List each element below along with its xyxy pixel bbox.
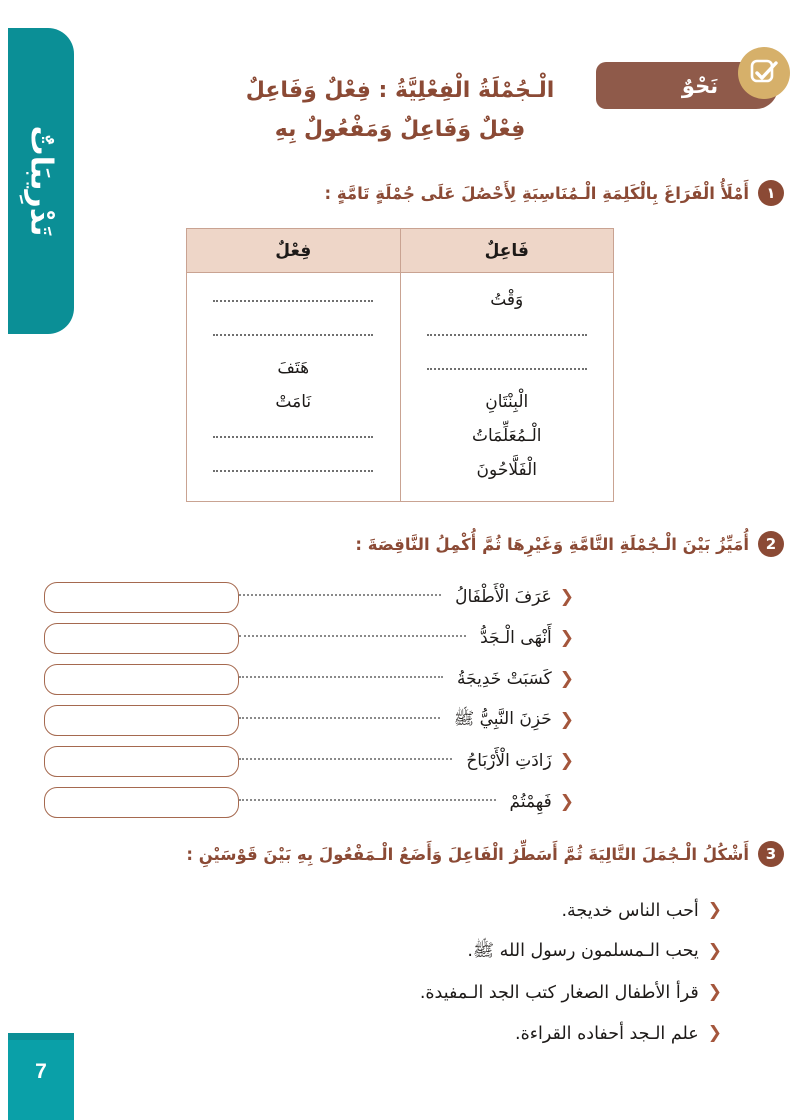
exercise-2-prompt	[239, 587, 784, 607]
exercise-2-row	[16, 742, 784, 780]
exercise-3-sentence-2: يحب الـمسلمون رسول الله ﷺ.	[467, 940, 699, 961]
exercise-2-row	[16, 783, 784, 821]
exercise-2-row	[16, 578, 784, 616]
exercise-2-prompt	[239, 751, 784, 771]
blank-dotted-line[interactable]	[213, 435, 373, 438]
exercise-1-number: ١	[758, 180, 784, 206]
verb-cell-4[interactable]: نَامَتْ	[275, 392, 312, 412]
exercise-2-answer-box-2[interactable]	[44, 623, 239, 654]
exercise-2-list	[16, 578, 784, 824]
exercise-3-number: 3	[758, 841, 784, 867]
sidebar-tab-exercises	[8, 28, 74, 334]
column-header-subject: فَاعِلٌ	[400, 229, 614, 273]
table-body-row	[187, 273, 614, 502]
blank-dotted-line[interactable]	[427, 367, 587, 370]
sidebar-label: تَدْرِيبَاتٌ	[23, 125, 59, 237]
exercise-2-answer-box-6[interactable]	[44, 787, 239, 818]
blank-dotted-line[interactable]	[213, 333, 373, 336]
chevron-left-icon: ❮	[707, 941, 722, 961]
blank-dotted-line[interactable]	[213, 469, 373, 472]
exercise-2-sentence-3: كَسَبَتْ خَدِيجَةُ	[457, 669, 552, 689]
subject-badge-label: نَحْوٌ	[681, 73, 719, 98]
page-title	[190, 72, 610, 149]
subject-cell-5[interactable]: الْـمُعَلِّمَاتُ	[471, 426, 542, 446]
chevron-left-icon: ❮	[559, 791, 574, 812]
verb-cell-3[interactable]: هَتَفَ	[277, 358, 310, 378]
exercise-3-row[interactable]	[16, 931, 784, 972]
subject-cell-4[interactable]: الْبِنْتَانِ	[485, 392, 529, 412]
exercise-3-row[interactable]	[16, 1013, 784, 1054]
chevron-left-icon: ❮	[707, 982, 722, 1002]
exercise-2-prompt	[239, 669, 784, 689]
table-header-row	[187, 229, 614, 273]
exercise-2-sentence-2: أَنْهَى الْـجَدُّ	[480, 628, 552, 648]
exercise-2-prompt	[239, 628, 784, 648]
page-title-line-1: الْـجُمْلَةُ الْفِعْلِيَّةُ : فِعْلٌ وَفَاعِلٌ	[245, 78, 555, 103]
exercise-2-sentence-4: حَزِنَ النَّبِيُّ ﷺ	[453, 708, 552, 729]
exercise-2-blank-line-4[interactable]	[239, 716, 440, 719]
exercise-2-blank-line-3[interactable]	[239, 675, 443, 678]
chevron-left-icon: ❮	[559, 668, 574, 689]
chevron-left-icon: ❮	[559, 586, 574, 607]
exercise-3-sentence-4: علم الـجد أحفاده القراءة.	[515, 1023, 699, 1044]
exercise-2-row	[16, 619, 784, 657]
chevron-left-icon: ❮	[707, 1023, 722, 1043]
exercise-2-answer-box-5[interactable]	[44, 746, 239, 777]
check-square-icon	[738, 47, 790, 99]
chevron-left-icon: ❮	[559, 750, 574, 771]
exercise-1-heading	[325, 180, 784, 206]
footer-page-block	[8, 1033, 74, 1120]
exercise-1-instruction: أَمْلَأُ الْفَرَاغَ بِالْكَلِمَةِ الْـمُنَاسِبَةِ لِأَحْصُلَ عَلَى جُمْلَةٍ تَامَّةٍ :	[324, 183, 749, 203]
verb-subject-table	[186, 228, 614, 502]
chevron-left-icon: ❮	[559, 627, 574, 648]
subject-cell-3[interactable]	[419, 351, 596, 385]
chevron-left-icon: ❮	[707, 900, 722, 920]
exercise-2-sentence-1: عَرَفَ الْأَطْفَالُ	[455, 587, 552, 607]
exercise-2-number: 2	[758, 531, 784, 557]
exercise-2-answer-box-1[interactable]	[44, 582, 239, 613]
blank-dotted-line[interactable]	[213, 299, 373, 302]
exercise-2-blank-line-2[interactable]	[239, 634, 466, 637]
verb-cell-1[interactable]	[205, 283, 382, 317]
exercise-2-answer-box-4[interactable]	[44, 705, 239, 736]
subject-cell-1[interactable]: وَقْتُ	[490, 290, 524, 310]
exercise-3-sentence-3: قرأ الأطفال الصغار كتب الجد الـمفيدة.	[419, 982, 699, 1003]
verb-cell-2[interactable]	[205, 317, 382, 351]
exercise-2-prompt	[239, 792, 784, 812]
verb-column-cell	[187, 273, 401, 502]
exercise-2-answer-box-3[interactable]	[44, 664, 239, 695]
column-header-verb: فِعْلٌ	[187, 229, 401, 273]
exercise-2-instruction: أُمَيِّزُ بَيْنَ الْـجُمْلَةِ التَّامَّةِ وَغَيْرِهَا ثُمَّ أُكْمِلُ النَّاقِصَةَ :	[355, 534, 749, 554]
exercise-2-blank-line-6[interactable]	[239, 798, 496, 801]
exercise-2-sentence-6: فَهِمْتُمْ	[509, 792, 552, 812]
exercise-2-row	[16, 701, 784, 739]
exercise-2-sentence-5: زَادَتِ الْأَرْبَاحُ	[466, 751, 552, 771]
page-number: 7	[35, 1060, 47, 1083]
exercise-3-list	[16, 890, 784, 1054]
subject-cell-2[interactable]	[419, 317, 596, 351]
exercise-3-row[interactable]	[16, 972, 784, 1013]
exercise-3-heading	[186, 841, 784, 867]
subject-cell-6[interactable]: الْفَلَّاحُونَ	[476, 460, 537, 480]
exercise-3-row[interactable]	[16, 890, 784, 931]
exercise-2-heading	[355, 531, 784, 557]
exercise-2-blank-line-1[interactable]	[239, 593, 441, 596]
exercise-2-blank-line-5[interactable]	[239, 757, 452, 760]
blank-dotted-line[interactable]	[427, 333, 587, 336]
exercise-2-row	[16, 660, 784, 698]
chevron-left-icon: ❮	[559, 709, 574, 730]
exercise-3-instruction: أَشْكُلُ الْـجُمَلَ التَّالِيَةَ ثُمَّ أَسَطِّرُ الْفَاعِلَ وَأَضَعُ الْـمَفْعُولَ بِهِ بَيْنَ قَوْسَيْنِ :	[186, 844, 749, 864]
verb-cell-6[interactable]	[205, 453, 382, 487]
verb-cell-5[interactable]	[205, 419, 382, 453]
exercise-3-sentence-1: أحب الناس خديجة.	[561, 900, 699, 921]
subject-column-cell	[400, 273, 614, 502]
page-title-line-2: فِعْلٌ وَفَاعِلٌ وَمَفْعُولٌ بِهِ	[274, 116, 526, 142]
exercise-2-prompt	[239, 708, 784, 733]
